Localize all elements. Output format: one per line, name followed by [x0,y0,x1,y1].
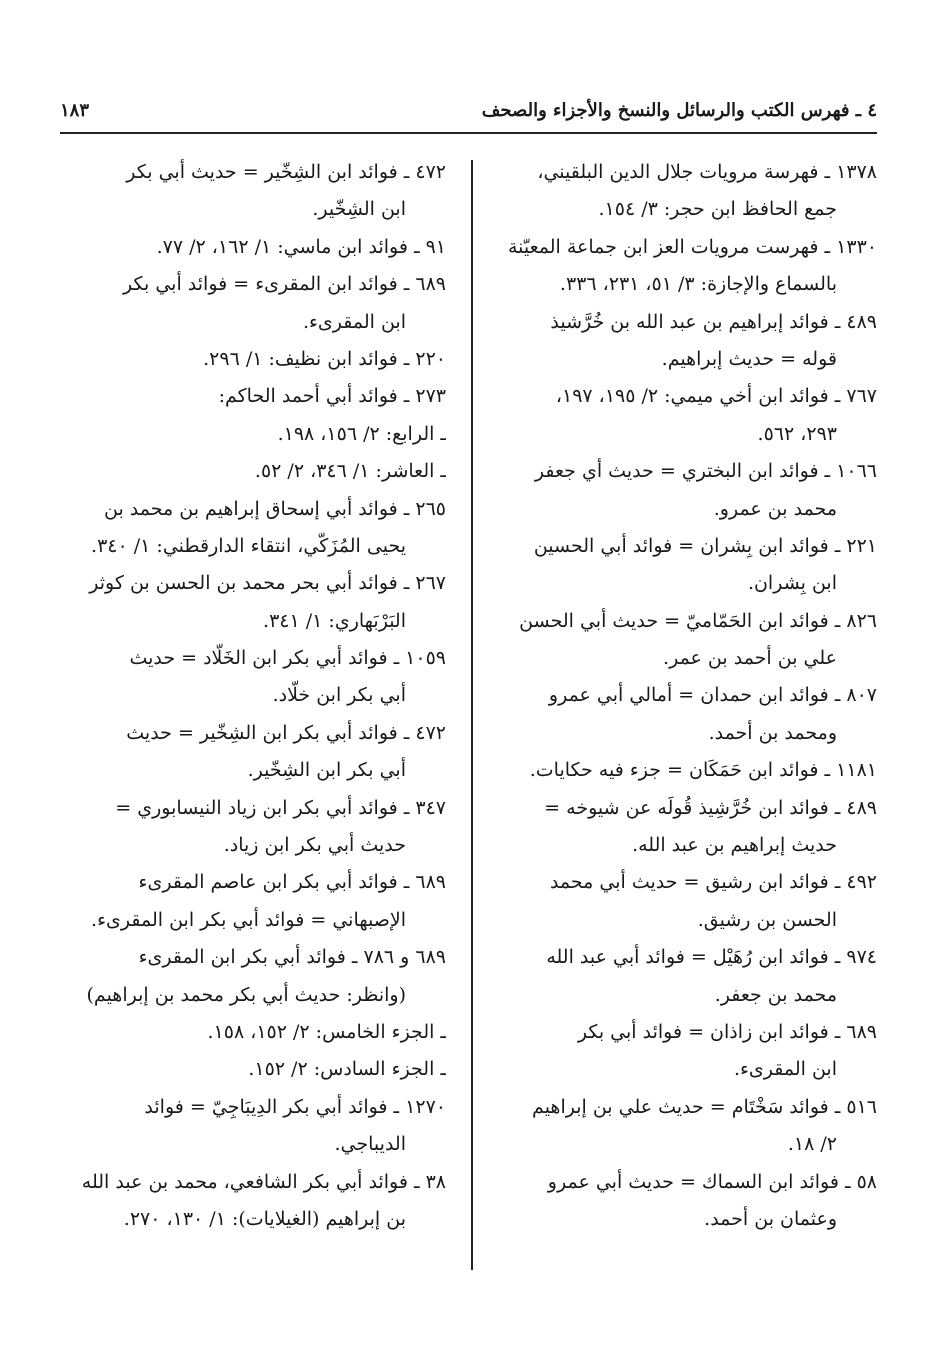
index-entry-continuation: أبي بكر ابن الشِخّير. [247,759,406,782]
index-entry: ٤٩٢ ـ فوائد ابن رشيق = حديث أبي محمد [549,871,877,894]
index-entry: ـ الجزء الخامس: ٢/ ١٥٢، ١٥٨. [207,1020,446,1043]
index-entry: ـ الرابع: ٢/ ١٥٦، ١٩٨. [277,422,446,445]
index-entry-continuation: الحسن بن رشيق. [697,908,837,931]
index-entry: ١١٨١ ـ فوائد ابن حَمَكَان = جزء فيه حكايات. [529,759,877,782]
index-entry-continuation: ابن المقرىء. [302,310,406,333]
index-entry-continuation: الديباجي. [334,1133,406,1156]
index-entry: ١٠٦٦ ـ فوائد ابن البختري = حديث أي جعفر [534,460,877,483]
index-entry: ٢٦٧ ـ فوائد أبي بحر محمد بن الحسن بن كوثر [89,572,446,595]
index-entry-continuation: علي بن أحمد بن عمر. [663,647,837,670]
index-entry-continuation: الإصبهاني = فوائد أبي بكر ابن المقرىء. [91,908,406,931]
index-entry-continuation: ابن المقرىء. [733,1058,837,1081]
index-entry: ١٠٥٩ ـ فوائد أبي بكر ابن الخَلّاد = حديث [129,647,446,670]
running-title: ٤ ـ فهرس الكتب والرسائل والنسخ والأجزاء والصحف [481,100,877,121]
index-entry-continuation: حديث إبراهيم بن عبد الله. [632,834,837,857]
index-entry: ٨٢٦ ـ فوائد ابن الحَمّاميّ = حديث أبي الحسن [519,609,877,632]
index-entry-continuation: بن إبراهيم (الغيلايات): ١/ ١٣٠، ٢٧٠. [123,1207,406,1230]
index-entry-continuation: ابن بِشران. [747,572,837,595]
index-entry: ٩١ ـ فوائد ابن ماسي: ١/ ١٦٢، ٢/ ٧٧. [156,235,446,258]
right-column [499,154,877,1238]
index-entry: ٢٦٥ ـ فوائد أبي إسحاق إبراهيم بن محمد بن [104,497,446,520]
index-entry: ٤٨٩ ـ فوائد إبراهيم بن عبد الله بن خُرَّشيذ [550,310,877,333]
index-entry: ٢٢٠ ـ فوائد ابن نظيف: ١/ ٢٩٦. [203,347,446,370]
index-entry: ـ الجزء السادس: ٢/ ١٥٢. [248,1058,446,1081]
header-divider [60,132,877,134]
index-entry: ٩٧٤ ـ فوائد ابن رُهَيْل = فوائد أبي عبد الله [546,946,877,969]
index-entry: ٤٨٩ ـ فوائد ابن خُرَّشِيذ قُولَه عن شيوخه = [544,796,877,819]
left-column [62,154,446,1238]
index-entry-continuation: (وانظر: حديث أبي بكر محمد بن إبراهيم) [86,983,406,1006]
page-header [60,96,877,130]
index-entry: ٦٨٩ ـ فوائد ابن المقرىء = فوائد أبي بكر [123,273,446,296]
index-entry: ٤٧٢ ـ فوائد ابن الشِخّير = حديث أبي بكر [126,161,446,183]
page-number: ١٨٣ [60,100,90,121]
index-entry: ـ العاشر: ١/ ٣٤٦، ٢/ ٥٢. [254,460,446,483]
index-entry-continuation: قوله = حديث إبراهيم. [661,347,837,370]
index-entry: ٦٨٩ ـ فوائد ابن زاذان = فوائد أبي بكر [577,1020,877,1043]
index-entry-continuation: جمع الحافظ ابن حجر: ٣/ ١٥٤. [598,198,837,221]
index-entry: ٨٠٧ ـ فوائد ابن حمدان = أمالي أبي عمرو [548,684,877,707]
index-entry-continuation: ٢٩٣، ٥٦٢. [757,422,837,445]
index-entry-continuation: ابن الشِخّير. [312,198,406,221]
index-entry-continuation: وعثمان بن أحمد. [704,1207,837,1230]
index-entry-continuation: ٢/ ١٨. [787,1133,837,1156]
index-entry-continuation: أبي بكر ابن خلّاد. [272,684,406,707]
index-entry: ١٣٣٠ ـ فهرست مرويات العز ابن جماعة المعيّنة [507,235,877,258]
index-entry-continuation: ومحمد بن أحمد. [708,721,837,744]
index-entry: ٦٨٩ ـ فوائد أبي بكر ابن عاصم المقرىء [138,871,446,894]
index-entry: ٢٢١ ـ فوائد ابن بِشران = فوائد أبي الحسين [533,534,877,557]
index-entry: ٧٦٧ ـ فوائد ابن أخي ميمي: ٢/ ١٩٥، ١٩٧، [555,385,877,408]
index-entry: ١٣٧٨ ـ فهرسة مرويات جلال الدين البلقيني، [537,161,877,183]
index-entry-continuation: محمد بن جعفر. [714,983,837,1006]
column-divider [471,160,473,1270]
index-entry-continuation: البَرْبَهاري: ١/ ٣٤١. [263,609,406,632]
index-entry: ٣٤٧ ـ فوائد أبي بكر ابن زياد النيسابوري = [115,796,446,819]
index-entry: ٤٧٢ ـ فوائد أبي بكر ابن الشِخّير = حديث [126,721,446,744]
index-entry: ٦٨٩ و ٧٨٦ ـ فوائد أبي بكر ابن المقرىء [138,946,446,969]
index-entry-continuation: محمد بن عمرو. [713,497,837,520]
index-entry: ١٢٧٠ ـ فوائد أبي بكر الدِيبَاجِيّ = فوائد [144,1095,446,1118]
index-entry-continuation: بالسماع والإجازة: ٣/ ٥١، ٢٣١، ٣٣٦. [559,273,837,296]
index-entry-continuation: حديث أبي بكر ابن زياد. [223,834,406,857]
index-entry: ٣٨ ـ فوائد أبي بكر الشافعي، محمد بن عبد الله [81,1170,446,1193]
index-entry: ٥٨ ـ فوائد ابن السماك = حديث أبي عمرو [547,1170,877,1193]
index-entry-continuation: يحيى المُزَكّي، انتقاء الدارقطني: ١/ ٣٤٠. [91,534,406,557]
index-entry: ٥١٦ ـ فوائد سَخْتَام = حديث علي بن إبراهيم [532,1095,877,1118]
index-entry: ٢٧٣ ـ فوائد أبي أحمد الحاكم: [218,385,446,408]
